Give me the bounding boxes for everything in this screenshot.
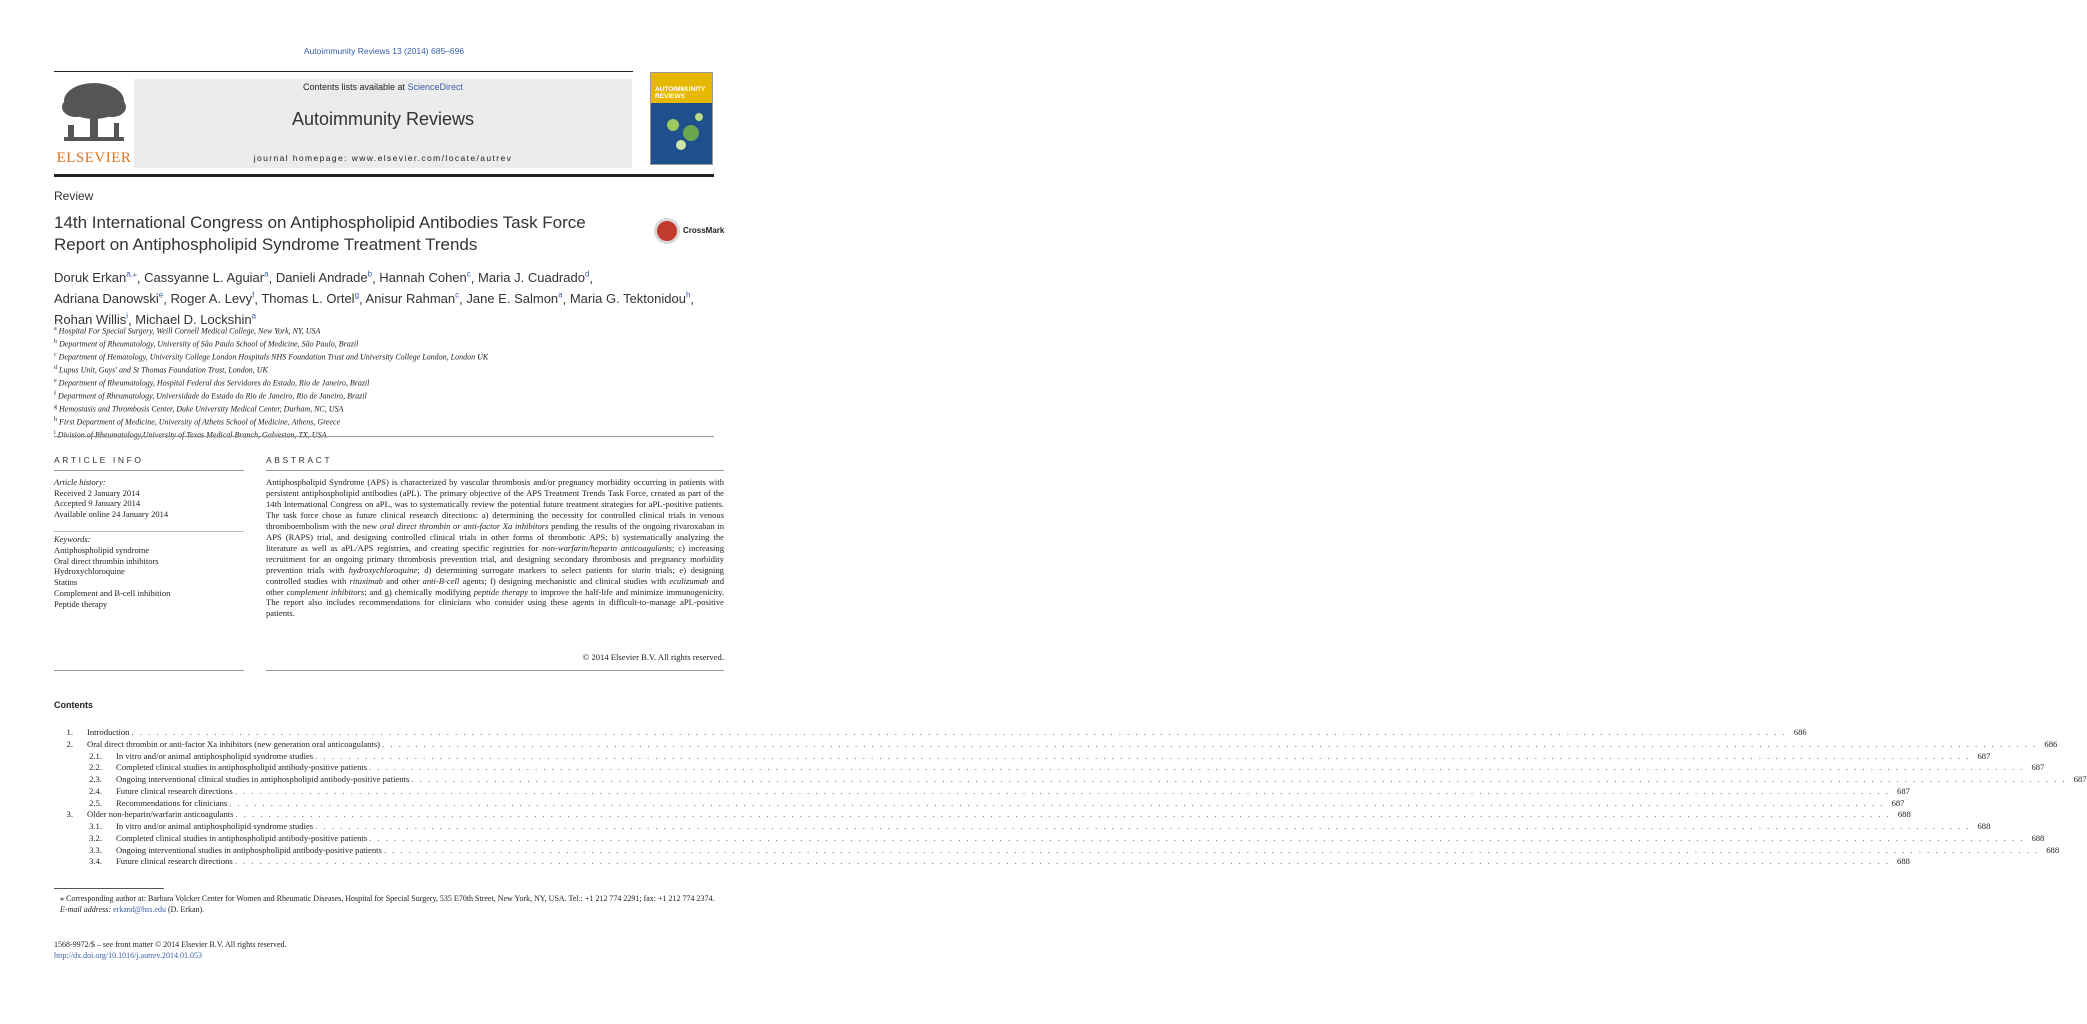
abstract-text-run: trials; e) designing controlled studies with: [266, 564, 724, 586]
toc-leader-dots: . . . . . . . . . . . . . . . . . . . . . . . . . . . . . . . . . . . . . . . . . . . . . . . . . . . . . . . . . . . . . . . . . . . . . . . . . . . . . . . . . . . . . . . . . . . . . . . . . . . . . . . . . . . . . . . . . . . . . . . . . . . . . . . . . . . . . . . . . . . . . . . . . . . . . . . . . . . . . . . . . . . . . . . . . . . . . . . . . . . . . . . . . . . . . . . . . . . . . . . .: [131, 727, 1787, 737]
affiliation-key: h: [54, 416, 57, 423]
author-name[interactable]: Adriana Danowski: [54, 291, 159, 307]
keywords-block: [54, 534, 244, 610]
toc-entry[interactable]: [54, 832, 2045, 845]
author-affiliation-marker[interactable]: g: [354, 290, 360, 300]
online-date: Available online 24 January 2014: [54, 508, 169, 519]
affiliation-text: Department of Hematology, University College London Hospitals NHS Foundation Trust and University College London, London UK: [58, 352, 489, 362]
toc-entry[interactable]: [54, 738, 2058, 751]
toc-number: 1.: [66, 727, 73, 737]
abstract-italic-term: peptide therapy: [473, 586, 529, 597]
abstract-italic-term: hydroxychloroquine: [348, 564, 418, 575]
affiliation-text: Division of Rheumatology,University of Texas Medical Branch, Galveston, TX, USA: [57, 430, 327, 440]
author-name[interactable]: Roger A. Levy: [170, 291, 253, 307]
author[interactable]: [276, 270, 372, 285]
toc-leader-dots: . . . . . . . . . . . . . . . . . . . . . . . . . . . . . . . . . . . . . . . . . . . . . . . . . . . . . . . . . . . . . . . . . . . . . . . . . . . . . . . . . . . . . . . . . . . . . . . . . . . . . . . . . . . . . . . . . . . . . . . . . . . . . . . . . . . . . . . . . . . . . . . . . . . . . . . . . . . . . . . . . . . . . . . . . . . . . . . . . . . . . . . . . . . . . . . . . . . . . . . .: [234, 785, 1890, 796]
author-affiliation-marker[interactable]: i: [126, 311, 129, 321]
author-email-link[interactable]: erkand@hss.edu: [113, 905, 166, 914]
toc-page-number[interactable]: 687: [1977, 750, 1991, 761]
toc-entry[interactable]: [54, 785, 1910, 798]
journal-citation[interactable]: Autoimmunity Reviews 13 (2014) 685–696: [303, 46, 465, 56]
toc-leader-dots: . . . . . . . . . . . . . . . . . . . . . . . . . . . . . . . . . . . . . . . . . . . . . . . . . . . . . . . . . . . . . . . . . . . . . . . . . . . . . . . . . . . . . . . . . . . . . . . . . . . . . . . . . . . . . . . . . . . . . . . . . . . . . . . . . . . . . . . . . . . . . . . . . . . . . . . . . . . . . . . . . . . . . . . . . . . . . . . . . . . . . . . . . . . . . . . . . . . . . . . .: [315, 750, 1971, 761]
affiliation-item: [54, 350, 724, 363]
masthead-bottom-rule: [54, 174, 714, 177]
toc-number: 3.3.: [89, 844, 102, 855]
table-of-contents: [54, 727, 2087, 868]
author[interactable]: [261, 291, 359, 306]
keyword-item: Hydroxychloroquine: [54, 566, 125, 577]
toc-leader-dots: . . . . . . . . . . . . . . . . . . . . . . . . . . . . . . . . . . . . . . . . . . . . . . . . . . . . . . . . . . . . . . . . . . . . . . . . . . . . . . . . . . . . . . . . . . . . . . . . . . . . . . . . . . . . . . . . . . . . . . . . . . . . . . . . . . . . . . . . . . . . . . . . . . . . . . . . . . . . . . . . . . . . . . . . . . . . . . . . . . . . . . . . . . . . . . . . . . . . . . . .: [382, 738, 2038, 749]
toc-number: 2.2.: [89, 762, 102, 773]
article-info-bottom-rule: [54, 670, 244, 671]
toc-page-number[interactable]: 687: [2031, 762, 2045, 773]
author[interactable]: [478, 270, 589, 285]
author-separator: ,: [589, 270, 594, 286]
affiliation-item: [54, 415, 724, 428]
abstract-text-run: ; d) determining surrogate markers to select patients for: [417, 564, 632, 575]
abstract-text-run: ; c) increasing recruitment for an ongoing primary thrombosis prevention trial, and designing secondary thrombosis and pregnancy morbidity prevention trials with: [266, 542, 724, 575]
author-name[interactable]: Jane E. Salmon: [466, 291, 559, 307]
toc-entry[interactable]: [54, 750, 1991, 763]
keyword-item: Statins: [54, 577, 78, 588]
toc-number: 2.3.: [89, 774, 102, 784]
toc-entry[interactable]: [54, 809, 1911, 821]
abstract-text-run: and other: [382, 575, 423, 586]
toc-number: 3.4.: [89, 856, 102, 867]
toc-label[interactable]: Future clinical research directions: [116, 856, 233, 867]
author-list: [54, 266, 724, 328]
toc-number: 2.4.: [89, 785, 102, 796]
toc-page-number[interactable]: 686: [1793, 727, 1807, 737]
affiliation-key: e: [54, 377, 57, 384]
history-label: Article history:: [54, 477, 106, 487]
toc-label[interactable]: Completed clinical studies in antiphospholipid antibody-positive patients: [116, 832, 368, 843]
abstract-text-run: pending the results of the ongoing rivaroxaban in APS (RAPS) trial, and designing controlled clinical trials in other forms of thrombotic APS; b) systematically analyzing the literature as well as aPL/APS registries, and creating specific registries for: [266, 520, 724, 553]
journal-title: Autoimmunity Reviews: [291, 109, 475, 129]
toc-entry[interactable]: [54, 844, 2060, 857]
author[interactable]: [54, 291, 163, 306]
author-affiliation-marker[interactable]: a: [251, 311, 257, 321]
toc-label[interactable]: Ongoing interventional studies in antiphospholipid antibody-positive patients: [116, 844, 382, 855]
toc-number: 2.1.: [89, 750, 102, 761]
accepted-date: Accepted 9 January 2014: [54, 498, 141, 508]
toc-page-number[interactable]: 688: [2031, 832, 2045, 843]
corresponding-author-footnote: [54, 893, 724, 915]
author-name[interactable]: Maria J. Cuadrado: [478, 270, 585, 286]
keyword-item: Peptide therapy: [54, 598, 108, 609]
abstract-text-run: Antiphospholipid Syndrome (APS) is characterized by vascular thrombosis and/or pregnancy morbidity occurring in patients with persistent antiphospholipid antibodies (aPL). The primary objective of the APS Treatment Trends Task Force, created as part of the 14th International Congress on aPL, was to systematically review the potential future treatment strategies for aPL-positive patients. The task force chose as future clinical research directions: a) determining the necessity for controlled clinical trials in venous thromboembolism with the new: [266, 477, 724, 531]
toc-label[interactable]: Completed clinical studies in antiphospholipid antibody-positive patients: [116, 762, 368, 773]
email-suffix: (D. Erkan).: [165, 905, 205, 914]
affiliation-item: [54, 389, 724, 402]
abstract-bottom-rule: [266, 670, 724, 671]
author[interactable]: [170, 291, 254, 306]
toc-leader-dots: . . . . . . . . . . . . . . . . . . . . . . . . . . . . . . . . . . . . . . . . . . . . . . . . . . . . . . . . . . . . . . . . . . . . . . . . . . . . . . . . . . . . . . . . . . . . . . . . . . . . . . . . . . . . . . . . . . . . . . . . . . . . . . . . . . . . . . . . . . . . . . . . . . . . . . . . . . . . . . . . . . . . . . . . . . . . . . . . . . . . . . . . . . . . . . . . . . . . . . . .: [234, 856, 1890, 867]
toc-page-number[interactable]: 686: [2044, 738, 2058, 749]
author-affiliation-marker[interactable]: e: [158, 290, 164, 300]
author[interactable]: [379, 270, 470, 285]
affiliation-text: Department of Rheumatology, Hospital Federal dos Servidores do Estado, Rio de Janeiro, Brazil: [58, 378, 370, 388]
toc-label[interactable]: Introduction: [87, 727, 130, 737]
issn-text: 1568-9972/$ – see front matter © 2014 Elsevier B.V. All rights reserved.: [54, 940, 287, 949]
article-history: [54, 477, 244, 519]
affiliation-rule: [54, 436, 714, 437]
affiliation-item: [54, 363, 724, 376]
toc-page-number[interactable]: 688: [1977, 821, 1991, 831]
toc-number: 2.5.: [89, 797, 102, 808]
author[interactable]: [466, 291, 562, 306]
author-name[interactable]: Michael D. Lockshin: [135, 311, 252, 327]
toc-leader-dots: . . . . . . . . . . . . . . . . . . . . . . . . . . . . . . . . . . . . . . . . . . . . . . . . . . . . . . . . . . . . . . . . . . . . . . . . . . . . . . . . . . . . . . . . . . . . . . . . . . . . . . . . . . . . . . . . . . . . . . . . . . . . . . . . . . . . . . . . . . . . . . . . . . . . . . . . . . . . . . . . . . . . . . . . . . . . . . . . . . . . . . . . . . . . . . . . . . . . . . . .: [369, 762, 2025, 773]
footnote-marker: ⁎: [60, 894, 64, 903]
article-info-heading: ARTICLE INFO: [54, 455, 144, 465]
affiliation-text: Department of Rheumatology, University of São Paulo School of Medicine, São Paulo, Brazil: [59, 339, 359, 349]
contents-title: Contents: [54, 700, 93, 710]
author-separator: ,: [136, 270, 145, 286]
affiliation-key: f: [54, 390, 56, 397]
author-separator: ,: [128, 311, 136, 327]
abstract-text-run: to improve the half-life and minimize immunogenicity. The report also includes recommendations for clinicians who consider using these agents in difficult-to-manage aPL-positive patients.: [266, 586, 724, 619]
affiliation-text: Hospital For Special Surgery, Weill Cornell Medical College, New York, NY, USA: [58, 326, 321, 336]
author-name[interactable]: Hannah Cohen: [379, 270, 467, 286]
sciencedirect-link[interactable]: ScienceDirect: [407, 82, 464, 92]
affiliation-list: [54, 324, 724, 441]
author-name[interactable]: Danieli Andrade: [275, 270, 368, 286]
email-label: E-mail address:: [60, 905, 114, 914]
toc-leader-dots: . . . . . . . . . . . . . . . . . . . . . . . . . . . . . . . . . . . . . . . . . . . . . . . . . . . . . . . . . . . . . . . . . . . . . . . . . . . . . . . . . . . . . . . . . . . . . . . . . . . . . . . . . . . . . . . . . . . . . . . . . . . . . . . . . . . . . . . . . . . . . . . . . . . . . . . . . . . . . . . . . . . . . . . . . . . . . . . . . . . . . . . . . . . . . . . . . . . . . . . .: [229, 797, 1885, 808]
toc-page-number[interactable]: 688: [1897, 809, 1911, 820]
toc-entry[interactable]: [54, 762, 2045, 774]
affiliation-item: [54, 402, 724, 415]
abstract-italic-term: anti-B-cell: [422, 575, 460, 586]
affiliation-key: b: [54, 338, 57, 345]
author[interactable]: [366, 291, 460, 306]
author-name[interactable]: Rohan Willis: [54, 311, 127, 327]
toc-label[interactable]: In vitro and/or animal antiphospholipid syndrome studies: [116, 821, 314, 831]
author-name[interactable]: Doruk Erkan: [54, 270, 127, 286]
affiliation-key: g: [54, 403, 57, 410]
author-affiliation-marker[interactable]: c: [455, 290, 460, 300]
toc-page-number[interactable]: 687: [2073, 774, 2087, 784]
affiliation-text: Hemostasis and Thrombosis Center, Duke University Medical Center, Durham, NC, USA: [59, 404, 344, 414]
toc-label[interactable]: Ongoing interventional clinical studies in antiphospholipid antibody-positive patients: [116, 774, 410, 784]
toc-page-number[interactable]: 687: [1891, 797, 1905, 808]
abstract-italic-term: statin: [631, 564, 651, 575]
abstract-text-run: agents; f) designing mechanistic and clinical studies with: [459, 575, 670, 586]
author-separator: ,: [254, 291, 262, 307]
toc-number: 3.1.: [89, 821, 102, 831]
keyword-list: [54, 545, 244, 610]
author-separator: ,: [562, 291, 570, 307]
author-affiliation-marker[interactable]: h: [685, 290, 691, 300]
author-separator: ,: [470, 270, 478, 286]
author-affiliation-marker[interactable]: d: [584, 270, 590, 279]
keywords-label: Keywords:: [54, 534, 91, 544]
homepage-url[interactable]: www.elsevier.com/locate/autrev: [351, 153, 513, 163]
author-separator: ,: [268, 270, 276, 286]
abstract-italic-term: rituximab: [349, 575, 383, 586]
affiliation-item: [54, 337, 724, 350]
abstract-copyright: © 2014 Elsevier B.V. All rights reserved.: [582, 652, 724, 662]
toc-label[interactable]: Future clinical research directions: [116, 785, 233, 796]
affiliation-key: d: [54, 364, 57, 371]
toc-number: 2.: [66, 738, 73, 749]
crossmark-label[interactable]: CrossMark: [683, 226, 725, 235]
contents-available-line: [134, 82, 632, 92]
affiliation-text: First Department of Medicine, University of Athens School of Medicine, Athens, Greece: [59, 417, 341, 427]
cover-title: AUTOIMMUNITY REVIEWS: [655, 86, 706, 100]
masthead-top-rule: [54, 71, 633, 72]
toc-leader-dots: . . . . . . . . . . . . . . . . . . . . . . . . . . . . . . . . . . . . . . . . . . . . . . . . . . . . . . . . . . . . . . . . . . . . . . . . . . . . . . . . . . . . . . . . . . . . . . . . . . . . . . . . . . . . . . . . . . . . . . . . . . . . . . . . . . . . . . . . . . . . . . . . . . . . . . . . . . . . . . . . . . . . . . . . . . . . . . . . . . . . . . . . . . . . . . . . . . . . . . . .: [315, 821, 1971, 831]
toc-leader-dots: . . . . . . . . . . . . . . . . . . . . . . . . . . . . . . . . . . . . . . . . . . . . . . . . . . . . . . . . . . . . . . . . . . . . . . . . . . . . . . . . . . . . . . . . . . . . . . . . . . . . . . . . . . . . . . . . . . . . . . . . . . . . . . . . . . . . . . . . . . . . . . . . . . . . . . . . . . . . . . . . . . . . . . . . . . . . . . . . . . . . . . . . . . . . . . . . . . . . . . . .: [383, 844, 2040, 855]
toc-leader-dots: . . . . . . . . . . . . . . . . . . . . . . . . . . . . . . . . . . . . . . . . . . . . . . . . . . . . . . . . . . . . . . . . . . . . . . . . . . . . . . . . . . . . . . . . . . . . . . . . . . . . . . . . . . . . . . . . . . . . . . . . . . . . . . . . . . . . . . . . . . . . . . . . . . . . . . . . . . . . . . . . . . . . . . . . . . . . . . . . . . . . . . . . . . . . . . . . . . . . . . . .: [411, 774, 2067, 784]
issn-line: [54, 939, 454, 961]
toc-label[interactable]: Older non-heparin/warfarin anticoagulants: [87, 809, 234, 820]
elsevier-wordmark: ELSEVIER: [56, 150, 132, 166]
toc-number: 3.2.: [89, 832, 102, 843]
toc-leader-dots: . . . . . . . . . . . . . . . . . . . . . . . . . . . . . . . . . . . . . . . . . . . . . . . . . . . . . . . . . . . . . . . . . . . . . . . . . . . . . . . . . . . . . . . . . . . . . . . . . . . . . . . . . . . . . . . . . . . . . . . . . . . . . . . . . . . . . . . . . . . . . . . . . . . . . . . . . . . . . . . . . . . . . . . . . . . . . . . . . . . . . . . . . . . . . . . . . . . . . . . .: [235, 809, 1891, 820]
toc-page-number[interactable]: 688: [2046, 844, 2060, 855]
toc-page-number[interactable]: 688: [1897, 856, 1910, 867]
toc-number: 3.: [66, 809, 73, 820]
toc-entry[interactable]: [54, 856, 1910, 868]
keyword-item: Complement and B-cell inhibition: [54, 587, 171, 598]
abstract-text: [266, 477, 724, 619]
author-affiliation-marker[interactable]: b: [367, 270, 373, 279]
affiliation-key: a: [54, 326, 57, 332]
toc-entry[interactable]: [54, 727, 1807, 739]
keyword-item: Oral direct thrombin inhibitors: [54, 555, 159, 566]
author-separator: ,: [163, 291, 171, 307]
abstract-heading: ABSTRACT: [266, 455, 333, 465]
author[interactable]: [570, 291, 691, 306]
author-separator: ,: [359, 291, 366, 307]
toc-leader-dots: . . . . . . . . . . . . . . . . . . . . . . . . . . . . . . . . . . . . . . . . . . . . . . . . . . . . . . . . . . . . . . . . . . . . . . . . . . . . . . . . . . . . . . . . . . . . . . . . . . . . . . . . . . . . . . . . . . . . . . . . . . . . . . . . . . . . . . . . . . . . . . . . . . . . . . . . . . . . . . . . . . . . . . . . . . . . . . . . . . . . . . . . . . . . . . . . . . . . . . . .: [369, 832, 2025, 843]
doi-link[interactable]: http://dx.doi.org/10.1016/j.autrev.2014.01.053: [54, 951, 202, 960]
abstract-italic-term: non-warfarin/heparin anticoagulants: [542, 542, 672, 553]
affiliation-key: i: [54, 429, 56, 436]
author-separator: ,: [690, 291, 695, 307]
abstract-rule: [266, 470, 724, 471]
toc-page-number[interactable]: 687: [1897, 785, 1910, 796]
author-affiliation-marker[interactable]: a,⁎: [126, 270, 137, 279]
author-affiliation-marker[interactable]: f: [252, 290, 255, 300]
affiliation-item: [54, 428, 724, 441]
crossmark-icon[interactable]: [654, 218, 680, 244]
article-info-divider: [54, 531, 244, 532]
affiliation-item: [54, 324, 724, 337]
author[interactable]: [144, 270, 268, 285]
toc-entry[interactable]: [54, 821, 1991, 833]
article-info-rule: [54, 470, 244, 471]
article-type-label: Review: [54, 189, 94, 203]
received-date: Received 2 January 2014: [54, 487, 140, 498]
abstract-italic-term: eculizumab: [669, 575, 709, 586]
author-affiliation-marker[interactable]: c: [466, 270, 471, 279]
author-affiliation-marker[interactable]: a: [264, 270, 269, 279]
toc-entry[interactable]: [54, 774, 2087, 786]
toc-label[interactable]: Recommendations for clinicians: [116, 797, 228, 808]
author-name[interactable]: Maria G. Tektonidou: [569, 291, 686, 307]
author-name[interactable]: Anisur Rahman: [365, 291, 456, 307]
abstract-italic-term: oral direct thrombin or anti-factor Xa inhibitors: [379, 520, 549, 531]
toc-entry[interactable]: [54, 797, 1905, 810]
author-separator: ,: [372, 270, 380, 286]
homepage-prefix: journal homepage:: [253, 153, 352, 163]
footnote-rule: [54, 888, 164, 889]
keyword-item: Antiphospholipid syndrome: [54, 544, 150, 555]
abstract-italic-term: complement inhibitors: [286, 586, 365, 597]
author-separator: ,: [459, 291, 467, 307]
affiliation-item: [54, 376, 724, 389]
toc-label[interactable]: In vitro and/or animal antiphospholipid syndrome studies: [116, 750, 314, 761]
affiliation-key: c: [54, 351, 57, 358]
author-name[interactable]: Thomas L. Ortel: [261, 291, 355, 307]
paper-title: 14th International Congress on Antiphospholipid Antibodies Task Force Report on Antiphospholipid Syndrome Treatment Trends: [54, 213, 586, 254]
affiliation-text: Lupus Unit, Guys' and St Thomas Foundation Trust, London, UK: [59, 365, 268, 375]
abstract-text-run: ; and g) chemically modifying: [364, 586, 474, 597]
abstract-text-run: and other: [266, 575, 725, 597]
toc-label[interactable]: Oral direct thrombin or anti-factor Xa inhibitors (new generation oral anticoagulants): [87, 738, 381, 749]
journal-homepage-line: [134, 153, 632, 163]
author[interactable]: [54, 270, 137, 285]
author-name[interactable]: Cassyanne L. Aguiar: [144, 270, 265, 286]
affiliation-text: Department of Rheumatology, Universidade do Estado do Rio de Janeiro, Rio de Janeiro, Brazil: [58, 391, 367, 401]
footnote-text: Corresponding author at: Barbara Volcker Center for Women and Rheumatic Diseases, Hospital for Special Surgery, 535 E70th Street, New York, NY, USA. Tel.: +1 212 774 2291; fax: +1 212 774 2374.: [64, 894, 715, 903]
contents-prefix: Contents lists available at: [302, 82, 408, 92]
author-affiliation-marker[interactable]: a: [558, 290, 563, 300]
